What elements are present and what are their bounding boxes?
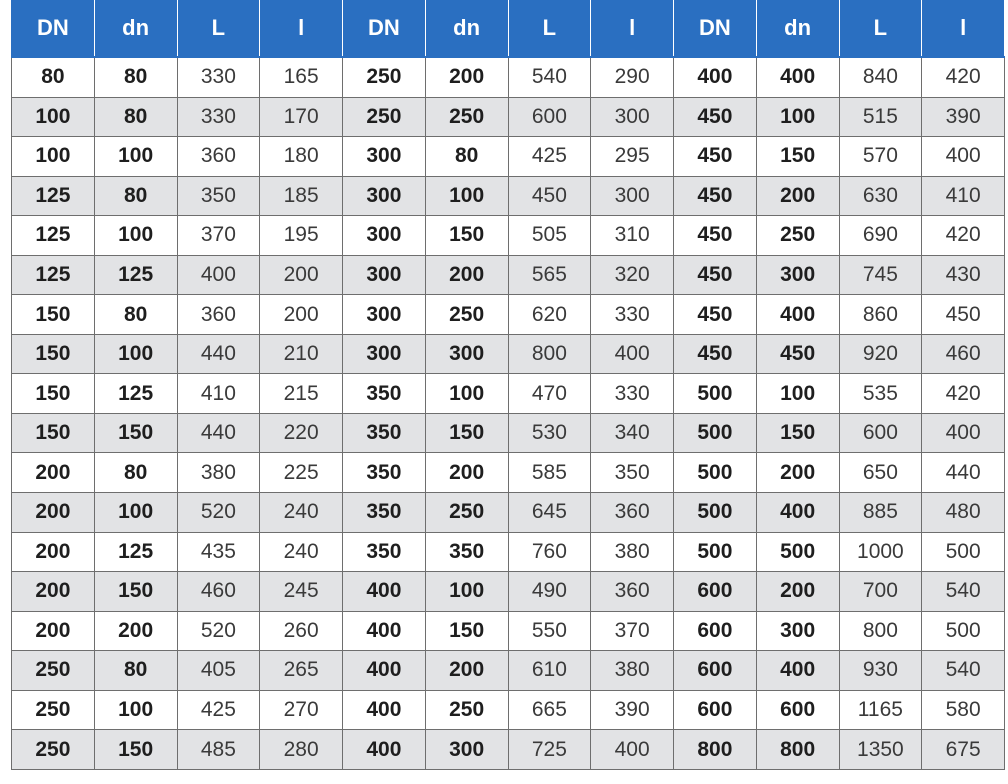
table-cell: 540 (922, 572, 1005, 612)
table-cell: 610 (508, 651, 591, 691)
table-cell: 450 (922, 295, 1005, 335)
table-cell: 600 (839, 413, 922, 453)
table-cell: 100 (94, 690, 177, 730)
table-cell: 200 (260, 295, 343, 335)
table-cell: 360 (591, 572, 674, 612)
table-cell: 250 (756, 216, 839, 256)
table-row (12, 690, 1005, 730)
table-cell: 460 (922, 334, 1005, 374)
table-cell: 80 (94, 57, 177, 97)
table-cell: 515 (839, 97, 922, 137)
table-cell: 390 (591, 690, 674, 730)
table-cell: 410 (922, 176, 1005, 216)
table-row (12, 255, 1005, 295)
table-cell: 100 (94, 216, 177, 256)
table-cell: 620 (508, 295, 591, 335)
table-cell: 100 (94, 493, 177, 533)
table-cell: 195 (260, 216, 343, 256)
table-cell: 80 (425, 137, 508, 177)
table-cell: 400 (343, 572, 426, 612)
table-row (12, 413, 1005, 453)
table-cell: 330 (591, 295, 674, 335)
table-cell: 290 (591, 57, 674, 97)
header-cell-l: L (508, 0, 591, 57)
table-cell: 240 (260, 493, 343, 533)
header-cell-l: L (177, 0, 260, 57)
table-cell: 885 (839, 493, 922, 533)
table-cell: 1350 (839, 730, 922, 770)
table-cell: 490 (508, 572, 591, 612)
table-cell: 300 (591, 176, 674, 216)
table-cell: 420 (922, 374, 1005, 414)
table-row (12, 334, 1005, 374)
table-cell: 760 (508, 532, 591, 572)
table-cell: 200 (12, 572, 95, 612)
table-cell: 585 (508, 453, 591, 493)
table-cell: 400 (177, 255, 260, 295)
table-cell: 930 (839, 651, 922, 691)
table-cell: 150 (94, 730, 177, 770)
table-cell: 440 (177, 334, 260, 374)
header-cell-dn: DN (12, 0, 95, 57)
table-cell: 410 (177, 374, 260, 414)
table-cell: 360 (591, 493, 674, 533)
table-cell: 250 (425, 295, 508, 335)
table-cell: 265 (260, 651, 343, 691)
table-cell: 330 (591, 374, 674, 414)
header-row (12, 0, 1005, 57)
table-cell: 460 (177, 572, 260, 612)
table-cell: 600 (674, 651, 757, 691)
table-row (12, 216, 1005, 256)
table-cell: 100 (425, 572, 508, 612)
table-cell: 1000 (839, 532, 922, 572)
header-cell-dn: DN (343, 0, 426, 57)
table-cell: 200 (94, 611, 177, 651)
table-cell: 200 (425, 255, 508, 295)
table-cell: 125 (12, 216, 95, 256)
table-cell: 300 (343, 216, 426, 256)
table-cell: 250 (343, 97, 426, 137)
table-cell: 400 (674, 57, 757, 97)
table-cell: 80 (94, 176, 177, 216)
table-cell: 300 (343, 295, 426, 335)
header-cell-l-small: l (922, 0, 1005, 57)
table-cell: 245 (260, 572, 343, 612)
table-cell: 500 (674, 453, 757, 493)
table-cell: 150 (425, 216, 508, 256)
header-cell-l: L (839, 0, 922, 57)
table-cell: 540 (508, 57, 591, 97)
table-cell: 580 (922, 690, 1005, 730)
table-cell: 530 (508, 413, 591, 453)
table-cell: 240 (260, 532, 343, 572)
table-cell: 570 (839, 137, 922, 177)
table-cell: 435 (177, 532, 260, 572)
table-cell: 80 (94, 651, 177, 691)
table-cell: 150 (94, 413, 177, 453)
table-row (12, 532, 1005, 572)
table-cell: 400 (343, 651, 426, 691)
table-cell: 450 (674, 137, 757, 177)
table-cell: 600 (674, 611, 757, 651)
table-cell: 170 (260, 97, 343, 137)
table-cell: 150 (94, 572, 177, 612)
table-cell: 150 (756, 137, 839, 177)
table-cell: 250 (425, 493, 508, 533)
table-cell: 125 (94, 374, 177, 414)
table-cell: 600 (756, 690, 839, 730)
table-cell: 450 (674, 216, 757, 256)
table-cell: 200 (12, 493, 95, 533)
table-cell: 370 (177, 216, 260, 256)
table-cell: 485 (177, 730, 260, 770)
table-cell: 200 (756, 572, 839, 612)
table-cell: 100 (94, 334, 177, 374)
table-cell: 800 (839, 611, 922, 651)
table-cell: 450 (674, 176, 757, 216)
table-cell: 540 (922, 651, 1005, 691)
header-cell-dn-small: dn (425, 0, 508, 57)
table-cell: 440 (922, 453, 1005, 493)
table-cell: 500 (922, 611, 1005, 651)
table-cell: 100 (425, 176, 508, 216)
table-cell: 380 (591, 532, 674, 572)
table-cell: 300 (756, 255, 839, 295)
table-cell: 390 (922, 97, 1005, 137)
table-cell: 185 (260, 176, 343, 216)
table-cell: 480 (922, 493, 1005, 533)
table-row (12, 572, 1005, 612)
table-cell: 340 (591, 413, 674, 453)
table-cell: 350 (343, 413, 426, 453)
header-cell-dn: DN (674, 0, 757, 57)
table-cell: 100 (756, 374, 839, 414)
table-row (12, 374, 1005, 414)
table-cell: 420 (922, 57, 1005, 97)
table-cell: 400 (591, 334, 674, 374)
table-cell: 665 (508, 690, 591, 730)
table-cell: 300 (591, 97, 674, 137)
table-row (12, 57, 1005, 97)
table-cell: 200 (425, 57, 508, 97)
table-cell: 450 (674, 295, 757, 335)
table-cell: 650 (839, 453, 922, 493)
table-cell: 125 (94, 532, 177, 572)
table-cell: 860 (839, 295, 922, 335)
table-cell: 100 (12, 137, 95, 177)
table-cell: 400 (922, 413, 1005, 453)
table-cell: 200 (756, 176, 839, 216)
table-cell: 745 (839, 255, 922, 295)
table-cell: 125 (12, 176, 95, 216)
table-cell: 350 (343, 493, 426, 533)
table-row (12, 137, 1005, 177)
header-cell-l-small: l (591, 0, 674, 57)
table-cell: 80 (12, 57, 95, 97)
table-cell: 425 (177, 690, 260, 730)
table-cell: 920 (839, 334, 922, 374)
table-cell: 300 (425, 334, 508, 374)
table-cell: 600 (674, 572, 757, 612)
table-cell: 400 (591, 730, 674, 770)
table-cell: 350 (425, 532, 508, 572)
table-cell: 500 (674, 532, 757, 572)
table-cell: 150 (425, 611, 508, 651)
table-cell: 370 (591, 611, 674, 651)
table-cell: 300 (343, 137, 426, 177)
table-cell: 800 (674, 730, 757, 770)
table-cell: 1165 (839, 690, 922, 730)
table-cell: 360 (177, 137, 260, 177)
table-cell: 215 (260, 374, 343, 414)
table-cell: 200 (12, 453, 95, 493)
table-cell: 250 (425, 97, 508, 137)
table-cell: 220 (260, 413, 343, 453)
table-cell: 300 (343, 176, 426, 216)
table-cell: 630 (839, 176, 922, 216)
table-cell: 150 (12, 334, 95, 374)
table-cell: 380 (591, 651, 674, 691)
table-cell: 405 (177, 651, 260, 691)
table-cell: 500 (674, 493, 757, 533)
table-cell: 150 (756, 413, 839, 453)
table-cell: 645 (508, 493, 591, 533)
table-cell: 400 (922, 137, 1005, 177)
dimension-table-container (11, 0, 1004, 770)
table-cell: 250 (12, 651, 95, 691)
table-cell: 700 (839, 572, 922, 612)
table-cell: 210 (260, 334, 343, 374)
table-row (12, 295, 1005, 335)
dimension-table (11, 0, 1005, 770)
table-cell: 380 (177, 453, 260, 493)
table-cell: 250 (343, 57, 426, 97)
table-row (12, 611, 1005, 651)
header-cell-l-small: l (260, 0, 343, 57)
table-cell: 520 (177, 493, 260, 533)
table-cell: 225 (260, 453, 343, 493)
table-cell: 200 (425, 453, 508, 493)
table-cell: 400 (343, 611, 426, 651)
table-row (12, 651, 1005, 691)
table-cell: 400 (756, 57, 839, 97)
table-cell: 350 (591, 453, 674, 493)
table-cell: 150 (425, 413, 508, 453)
table-cell: 100 (12, 97, 95, 137)
header-cell-dn-small: dn (94, 0, 177, 57)
table-cell: 280 (260, 730, 343, 770)
table-cell: 100 (756, 97, 839, 137)
table-cell: 350 (343, 532, 426, 572)
table-cell: 550 (508, 611, 591, 651)
table-cell: 470 (508, 374, 591, 414)
table-cell: 400 (756, 493, 839, 533)
table-header (12, 0, 1005, 57)
table-cell: 80 (94, 453, 177, 493)
table-cell: 200 (425, 651, 508, 691)
table-cell: 100 (94, 137, 177, 177)
table-cell: 535 (839, 374, 922, 414)
table-cell: 565 (508, 255, 591, 295)
table-cell: 125 (12, 255, 95, 295)
table-cell: 430 (922, 255, 1005, 295)
table-cell: 400 (343, 690, 426, 730)
table-cell: 600 (674, 690, 757, 730)
table-cell: 80 (94, 97, 177, 137)
table-body (12, 57, 1005, 769)
table-cell: 450 (756, 334, 839, 374)
table-cell: 165 (260, 57, 343, 97)
table-cell: 250 (12, 690, 95, 730)
table-cell: 350 (177, 176, 260, 216)
table-cell: 150 (12, 295, 95, 335)
table-cell: 310 (591, 216, 674, 256)
table-cell: 725 (508, 730, 591, 770)
table-cell: 295 (591, 137, 674, 177)
table-row (12, 493, 1005, 533)
table-cell: 505 (508, 216, 591, 256)
table-cell: 80 (94, 295, 177, 335)
table-cell: 450 (674, 334, 757, 374)
table-cell: 260 (260, 611, 343, 651)
table-cell: 520 (177, 611, 260, 651)
table-cell: 675 (922, 730, 1005, 770)
table-cell: 500 (674, 374, 757, 414)
table-cell: 320 (591, 255, 674, 295)
table-cell: 300 (756, 611, 839, 651)
table-cell: 500 (922, 532, 1005, 572)
table-cell: 300 (343, 255, 426, 295)
table-cell: 180 (260, 137, 343, 177)
table-cell: 350 (343, 374, 426, 414)
table-cell: 500 (674, 413, 757, 453)
table-cell: 440 (177, 413, 260, 453)
table-cell: 500 (756, 532, 839, 572)
header-cell-dn-small: dn (756, 0, 839, 57)
table-cell: 600 (508, 97, 591, 137)
table-row (12, 453, 1005, 493)
table-cell: 450 (508, 176, 591, 216)
table-cell: 330 (177, 57, 260, 97)
table-cell: 800 (508, 334, 591, 374)
table-cell: 360 (177, 295, 260, 335)
table-cell: 250 (425, 690, 508, 730)
table-cell: 420 (922, 216, 1005, 256)
table-row (12, 176, 1005, 216)
table-cell: 200 (12, 611, 95, 651)
table-cell: 125 (94, 255, 177, 295)
table-cell: 270 (260, 690, 343, 730)
table-cell: 840 (839, 57, 922, 97)
table-cell: 425 (508, 137, 591, 177)
table-cell: 200 (260, 255, 343, 295)
table-cell: 100 (425, 374, 508, 414)
table-cell: 300 (425, 730, 508, 770)
table-row (12, 97, 1005, 137)
table-cell: 450 (674, 97, 757, 137)
table-cell: 450 (674, 255, 757, 295)
table-cell: 330 (177, 97, 260, 137)
table-cell: 400 (756, 295, 839, 335)
table-cell: 150 (12, 413, 95, 453)
table-cell: 400 (756, 651, 839, 691)
table-cell: 200 (12, 532, 95, 572)
table-cell: 200 (756, 453, 839, 493)
table-cell: 690 (839, 216, 922, 256)
table-cell: 300 (343, 334, 426, 374)
table-cell: 350 (343, 453, 426, 493)
table-cell: 800 (756, 730, 839, 770)
table-cell: 150 (12, 374, 95, 414)
table-row (12, 730, 1005, 770)
table-cell: 250 (12, 730, 95, 770)
table-cell: 400 (343, 730, 426, 770)
